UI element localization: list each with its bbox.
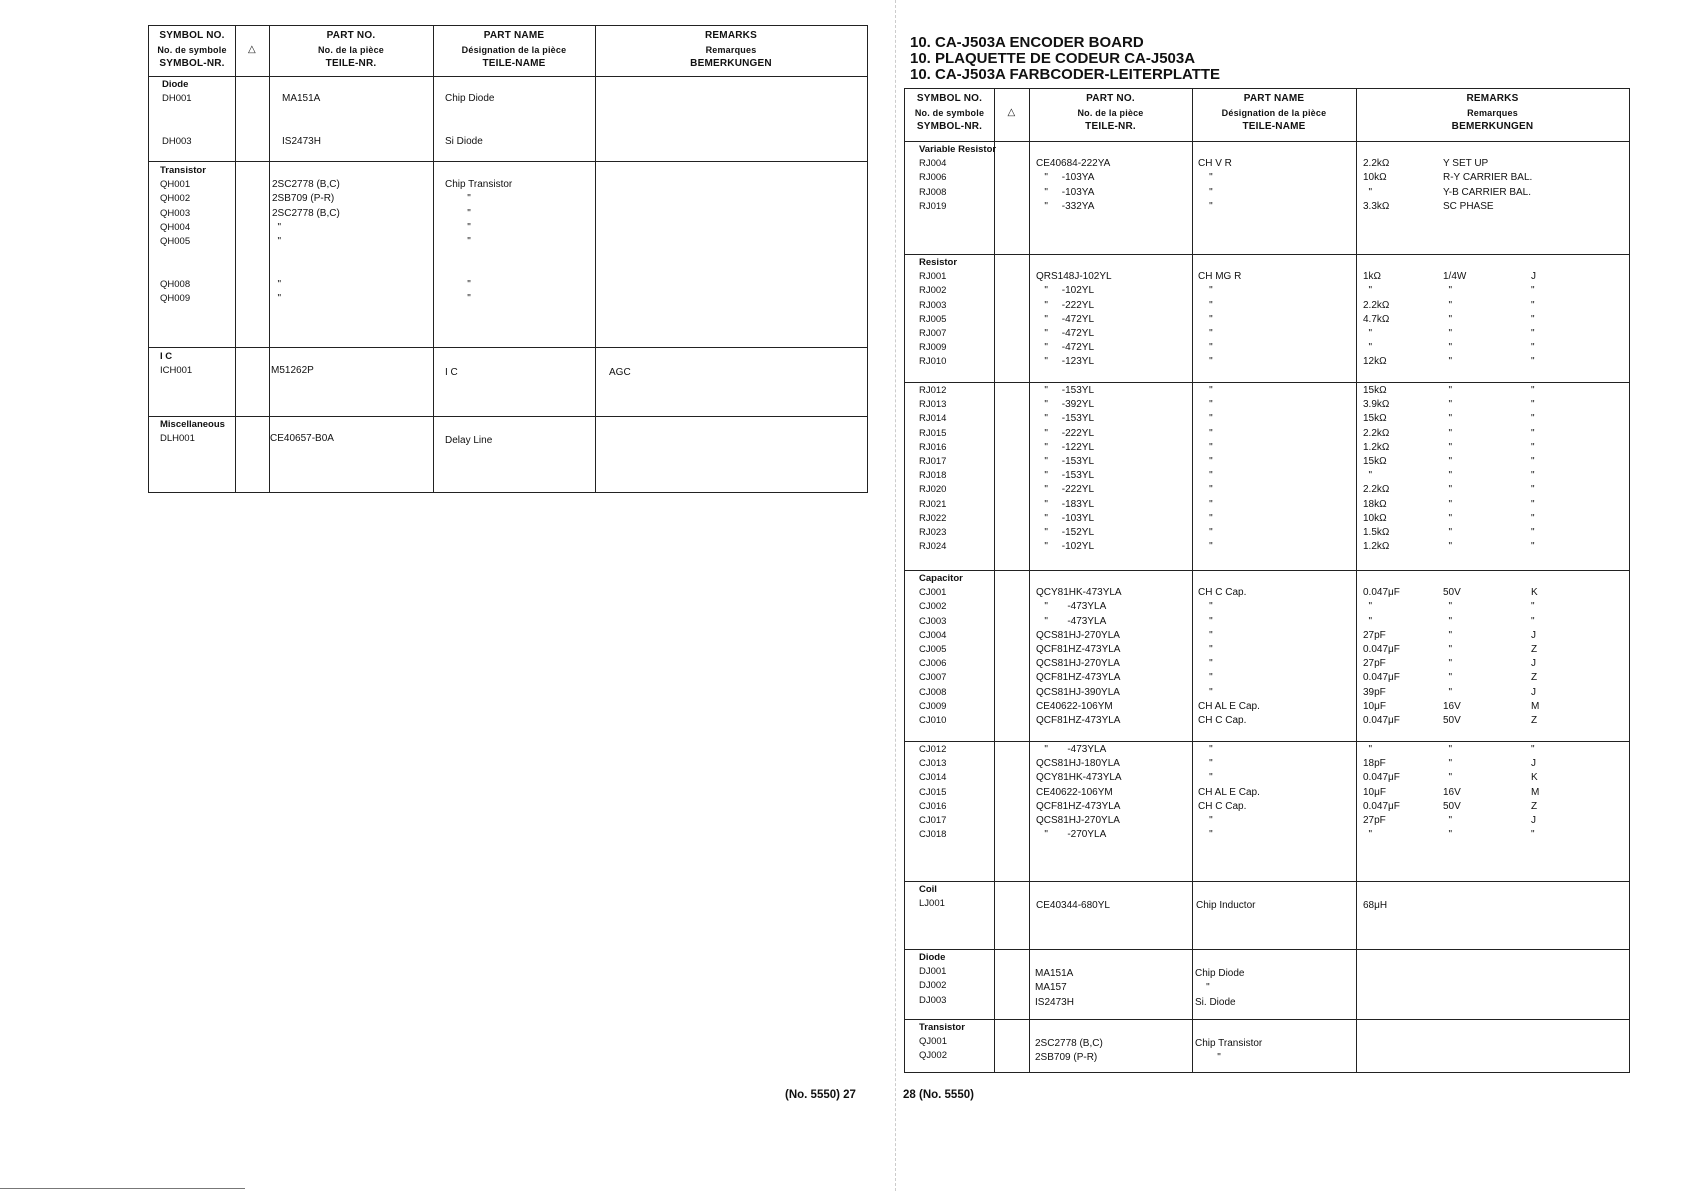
diode-part-names: Chip Diode Si Diode: [445, 93, 495, 147]
section-title-en: 10. CA-J503A ENCODER BOARD: [910, 34, 1144, 51]
vr-part-nos: CE40684-222YA " -103YA " -103YA " -332YA: [1036, 158, 1111, 212]
category-label: Capacitor: [919, 573, 963, 584]
capacitor-voltage-2: " " " 16V 50V " ": [1443, 744, 1461, 841]
resistor-symbols-1: Resistor RJ001 RJ002 RJ003 RJ005 RJ007 RJ009 RJ010: [919, 257, 958, 368]
category-label: Resistor: [919, 257, 958, 268]
capacitor-part-nos-1: QCY81HK-473YLA " -473YLA " -473YLA QCS81HJ-270YLA QCF81HZ-473YLA QCS81HJ-270YLA QCF81HZ-473YLA QCS81HJ-390YLA CE40622-106YM QCF81HZ-473YLA: [1036, 587, 1122, 727]
right-diode-symbols: Diode DJ001 DJ002 DJ003: [919, 952, 947, 1006]
capacitor-values-2: " 18pF 0.047μF 10μF 0.047μF 27pF ": [1363, 744, 1400, 841]
diode-symbols: Diode DH001 DH003: [162, 79, 192, 147]
right-page-number: 28 (No. 5550): [903, 1089, 974, 1101]
coil-part-names: Chip Inductor: [1196, 900, 1256, 912]
left-page-number: (No. 5550) 27: [785, 1089, 856, 1101]
header-symbol-no: SYMBOL NO. No. de symbole SYMBOL-NR.: [157, 30, 227, 69]
header-part-name: PART NAME Désignation de la pièce TEILE-NAME: [461, 30, 567, 69]
header-remarks: REMARKS Remarques BEMERKUNGEN: [690, 30, 772, 69]
misc-part-nos: CE40657-B0A: [270, 433, 334, 445]
section-title-fr: 10. PLAQUETTE DE CODEUR CA-J503A: [910, 50, 1196, 67]
category-label: Variable Resistor: [919, 144, 997, 155]
warning-triangle-icon: △: [248, 44, 256, 55]
resistor-part-names-2: " " " " " " " " " " " ": [1209, 385, 1213, 553]
capacitor-tolerance-1: K " " J Z J Z J M Z: [1531, 587, 1540, 727]
right-header-symbol-no: SYMBOL NO. No. de symbole SYMBOL-NR.: [914, 93, 985, 132]
ic-symbols: I C ICH001: [160, 351, 193, 377]
capacitor-symbols-2: CJ012 CJ013 CJ014 CJ015 CJ016 CJ017 CJ018: [919, 744, 947, 841]
capacitor-part-nos-2: " -473YLA QCS81HJ-180YLA QCY81HK-473YLA CE40622-106YM QCF81HZ-473YLA QCS81HJ-270YLA " -270YLA: [1036, 744, 1122, 841]
right-transistor-symbols: Transistor QJ001 QJ002: [919, 1022, 965, 1062]
transistor-part-nos: 2SC2778 (B,C) 2SB709 (P-R) 2SC2778 (B,C) " " " ": [272, 179, 340, 304]
right-header-part-no: PART NO. No. de la pièce TEILE-NR.: [1077, 93, 1144, 132]
resistor-tolerance-2: " " " " " " " " " " " ": [1531, 385, 1535, 553]
vr-part-names: CH V R " " ": [1198, 158, 1232, 212]
capacitor-voltage-1: 50V " " " " " " " 16V 50V: [1443, 587, 1461, 727]
resistor-part-nos-2: " -153YL " -392YL " -153YL " -222YL " -122YL " -153YL " -153YL " -222YL " -183YL " -103YL " -152YL " -102YL: [1044, 385, 1095, 553]
category-label: Transistor: [919, 1022, 965, 1033]
diode-part-nos: MA151A IS2473H: [282, 93, 321, 147]
category-label: Diode: [919, 952, 946, 963]
misc-symbols: Miscellaneous DLH001: [160, 419, 225, 445]
category-label: Miscellaneous: [160, 419, 225, 430]
resistor-part-nos-1: QRS148J-102YL " -102YL " -222YL " -472YL " -472YL " -472YL " -123YL: [1036, 271, 1112, 368]
category-label: I C: [160, 351, 173, 362]
resistor-tolerance-1: J " " " " " ": [1531, 271, 1536, 368]
bottom-rule: [0, 1188, 245, 1189]
category-label: Coil: [919, 884, 937, 895]
right-transistor-part-names: Chip Transistor ": [1195, 1038, 1263, 1064]
right-warning-triangle-icon: △: [1007, 107, 1016, 118]
transistor-part-names: Chip Transistor " " " " " ": [445, 179, 513, 304]
vr-value: 2.2kΩ 10kΩ " 3.3kΩ: [1363, 158, 1390, 212]
right-transistor-part-nos: 2SC2778 (B,C) 2SB709 (P-R): [1035, 1038, 1103, 1064]
right-diode-part-names: Chip Diode " Si. Diode: [1195, 968, 1245, 1008]
ic-part-nos: M51262P: [271, 365, 314, 377]
ic-part-names: I C: [445, 367, 458, 379]
resistor-symbols-2: RJ012 RJ013 RJ014 RJ015 RJ016 RJ017 RJ018 RJ020 RJ021 RJ022 RJ023 RJ024: [919, 385, 947, 553]
capacitor-values-1: 0.047μF " " 27pF 0.047μF 27pF 0.047μF 39pF 10μF 0.047μF: [1363, 587, 1400, 727]
transistor-symbols: Transistor QH001 QH002 QH003 QH004 QH005 QH008 QH009: [160, 165, 206, 304]
coil-part-nos: CE40344-680YL: [1036, 900, 1110, 912]
left-parts-table: [148, 25, 868, 493]
capacitor-tolerance-2: " J K M Z J ": [1531, 744, 1540, 841]
capacitor-symbols-1: Capacitor CJ001 CJ002 CJ003 CJ004 CJ005 CJ006 CJ007 CJ008 CJ009 CJ010: [919, 573, 963, 727]
resistor-values-2: 15kΩ 3.9kΩ 15kΩ 2.2kΩ 1.2kΩ 15kΩ " 2.2kΩ 18kΩ 10kΩ 1.5kΩ 1.2kΩ: [1363, 385, 1390, 553]
capacitor-part-names-2: " " " CH AL E Cap. CH C Cap. " ": [1198, 744, 1260, 841]
vr-symbols: Variable Resistor RJ004 RJ006 RJ008 RJ019: [919, 144, 997, 212]
vr-function: Y SET UP R-Y CARRIER BAL. Y-B CARRIER BAL. SC PHASE: [1443, 158, 1533, 212]
category-label: Transistor: [160, 165, 206, 176]
capacitor-part-names-1: CH C Cap. " " " " " " " CH AL E Cap. CH C Cap.: [1198, 587, 1260, 727]
resistor-values-1: 1kΩ " 2.2kΩ 4.7kΩ " " 12kΩ: [1363, 271, 1390, 368]
resistor-wattage-2: " " " " " " " " " " " ": [1448, 385, 1453, 553]
right-header-part-name: PART NAME Désignation de la pièce TEILE-NAME: [1221, 93, 1327, 132]
category-label: Diode: [162, 79, 189, 90]
section-title-de: 10. CA-J503A FARBCODER-LEITERPLATTE: [910, 66, 1221, 83]
misc-part-names: Delay Line: [445, 435, 493, 447]
page-gutter: [895, 0, 896, 1191]
coil-value: 68μH: [1363, 900, 1388, 912]
header-part-no: PART NO. No. de la pièce TEILE-NR.: [317, 30, 385, 69]
right-diode-part-nos: MA151A MA157 IS2473H: [1035, 968, 1074, 1008]
resistor-part-names-1: CH MG R " " " " " ": [1198, 271, 1242, 368]
ic-remarks: AGC: [609, 367, 631, 379]
right-header-remarks: REMARKS Remarques BEMERKUNGEN: [1451, 93, 1534, 132]
coil-symbols: Coil LJ001: [919, 884, 945, 910]
resistor-wattage-1: 1/4W " " " " " ": [1443, 271, 1467, 368]
encoder-board-parts-table: [904, 88, 1630, 1073]
